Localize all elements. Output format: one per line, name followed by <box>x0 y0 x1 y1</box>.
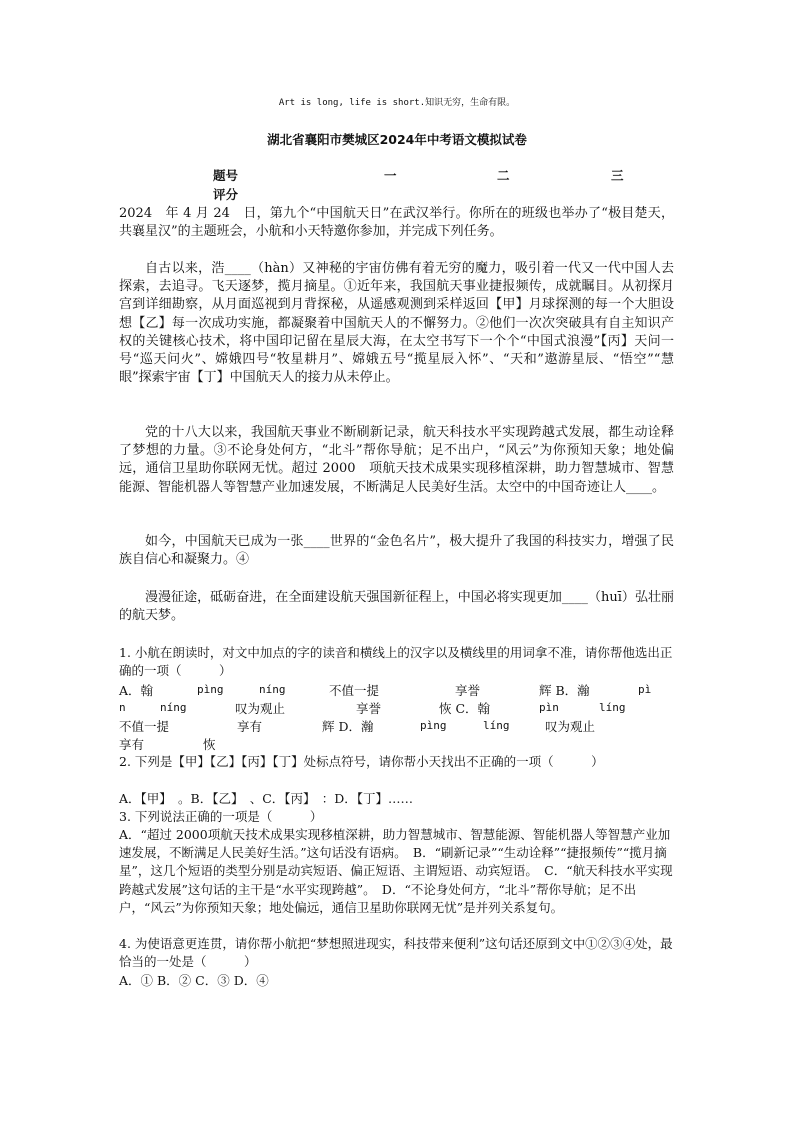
question-1-options <box>119 681 679 753</box>
score-col-2: 二 <box>497 168 510 183</box>
q1-item: pìng <box>420 719 447 732</box>
q1-item: pì <box>638 683 652 696</box>
q1-item: 叹为观止 <box>545 719 596 734</box>
q1-item: líng <box>599 701 626 714</box>
question-2-stem: 2. 下列是【甲】【乙】【丙】【丁】处标点符号，请你帮小天找出不正确的一项（ ） <box>119 754 604 769</box>
q1-item: níng <box>160 701 187 714</box>
q1-item: 不值一提 <box>119 719 170 734</box>
score-table <box>0 166 794 202</box>
q1-item: 享誉 <box>455 683 481 698</box>
q1-item: pìn <box>539 701 559 714</box>
score-row-label: 题号 <box>213 168 239 183</box>
question-3-stem: 3. 下列说法正确的一项是（ ） <box>119 809 323 824</box>
q1-item: 辉 B．瀚 <box>539 683 590 698</box>
q1-item: pìng <box>197 683 224 696</box>
q1-item: níng <box>259 683 286 696</box>
q1-item: 辉 D．瀚 <box>322 719 374 734</box>
q1-item: 叹为观止 <box>235 701 286 716</box>
q1-item: 享有 <box>119 737 145 752</box>
passage-paragraph-3: 如今，中国航天已成为一张____世界的“金色名片”，极大提升了我国的科技实力，增强了民族自信心和凝聚力。④ <box>119 534 674 568</box>
question-1-stem: 1. 小航在朗读时，对文中加点的字的读音和横线上的汉字以及横线里的用词拿不准，请你帮他选出正确的一项（ ） <box>119 645 673 679</box>
q1-item: 不值一提 <box>329 683 380 698</box>
score-row-label-2: 评分 <box>213 187 239 202</box>
q1-item: n <box>119 701 126 714</box>
passage-paragraph-1: 自古以来，浩____（hàn）又神秘的宇宙仿佛有着无穷的魔力，吸引着一代又一代中国人去探索，去追寻。飞天逐梦，揽月摘星。①近年来，我国航天事业捷报频传，成就瞩目。从初探月宫到详细勘察，从月面巡视到月背探秘，从遥感观测到采样返回【甲】月球探测的每一个大胆设想【乙】每一次成功实施，都凝聚着中国航天人的不懈努力。②他们一次次突破具有自主知识产权的关键核心技术，将中国印记留在星辰大海，在太空书写下一个个“中国式浪漫”【丙】天问一号“巡天问火”、嫦娥四号“牧星耕月”、嫦娥五号“揽星辰入怀”、“天和”遨游星辰、“悟空”“慧眼”探索宇宙【丁】中国航天人的接力从未停止。 <box>119 261 674 386</box>
passage-paragraph-2: 党的十八大以来，我国航天事业不断刷新记录，航天科技水平实现跨越式发展，都生动诠释了梦想的力量。③不论身处何方，“北斗”帮你导航；足不出户，“风云”为你预知天象；地处偏远，通信卫星助你联网无忧。超过 2000 项航天技术成果实现移植深耕，助力智慧城市、智慧能源、智能机器人等智慧产业加速发展，不断满足人民美好生活。太空中的中国奇迹让人____。 <box>119 425 674 495</box>
motto: Art is long, life is short.知识无穷，生命有限。 <box>278 98 516 108</box>
question-4-options: A．① B．② C．③ D．④ <box>119 973 269 988</box>
q1-item: 恢 <box>203 737 216 752</box>
passage-paragraph-4: 漫漫征途，砥砺奋进，在全面建设航天强国新征程上，中国必将实现更加____（huī）弘壮丽的航天梦。 <box>119 590 674 624</box>
score-col-3: 三 <box>611 168 624 183</box>
q1-item: líng <box>483 719 510 732</box>
q1-item: 恢 C．翰 <box>439 701 491 716</box>
intro-paragraph: 2024 年 4 月 24 日，第九个“中国航天日”在武汉举行。你所在的班级也举办了“极目楚天，共襄星汉”的主题班会，小航和小天特邀你参加，并完成下列任务。 <box>119 206 674 240</box>
question-4-stem: 4. 为使语意更连贯，请你帮小航把“梦想照进现实，科技带来便利”这句话还原到文中①②③④处，最恰当的一处是（ ） <box>119 936 673 970</box>
q1-item: 享誉 <box>356 701 382 716</box>
question-3-options: A．“超过 2000项航天技术成果实现移植深耕，助力智慧城市、智慧能源、智能机器人等智慧产业加速发展，不断满足人民美好生活。”这句话没有语病。 B．“刷新记录”“生动诠释”“捷报频传”“揽月摘星”，这几个短语的类型分别是动宾短语、偏正短语、主谓短语、动宾短语。 C．“航天科技水平实现跨越式发展”这句话的主干是“水平实现跨越”。 D．“不论身处何方，“北斗”帮你导航；足不出户，“风云”为你预知天象；地处偏远，通信卫星助你联网无忧”是并列关系复句。 <box>119 827 673 915</box>
q1-item: 享有 <box>237 719 263 734</box>
score-col-1: 一 <box>384 168 397 183</box>
page-title: 湖北省襄阳市樊城区2024年中考语文模拟试卷 <box>267 132 527 147</box>
q1-item: A．翰 <box>119 683 154 698</box>
question-2-options: A．【甲】 。B．【乙】 、C．【丙】 ：D．【丁】…… <box>119 791 414 806</box>
